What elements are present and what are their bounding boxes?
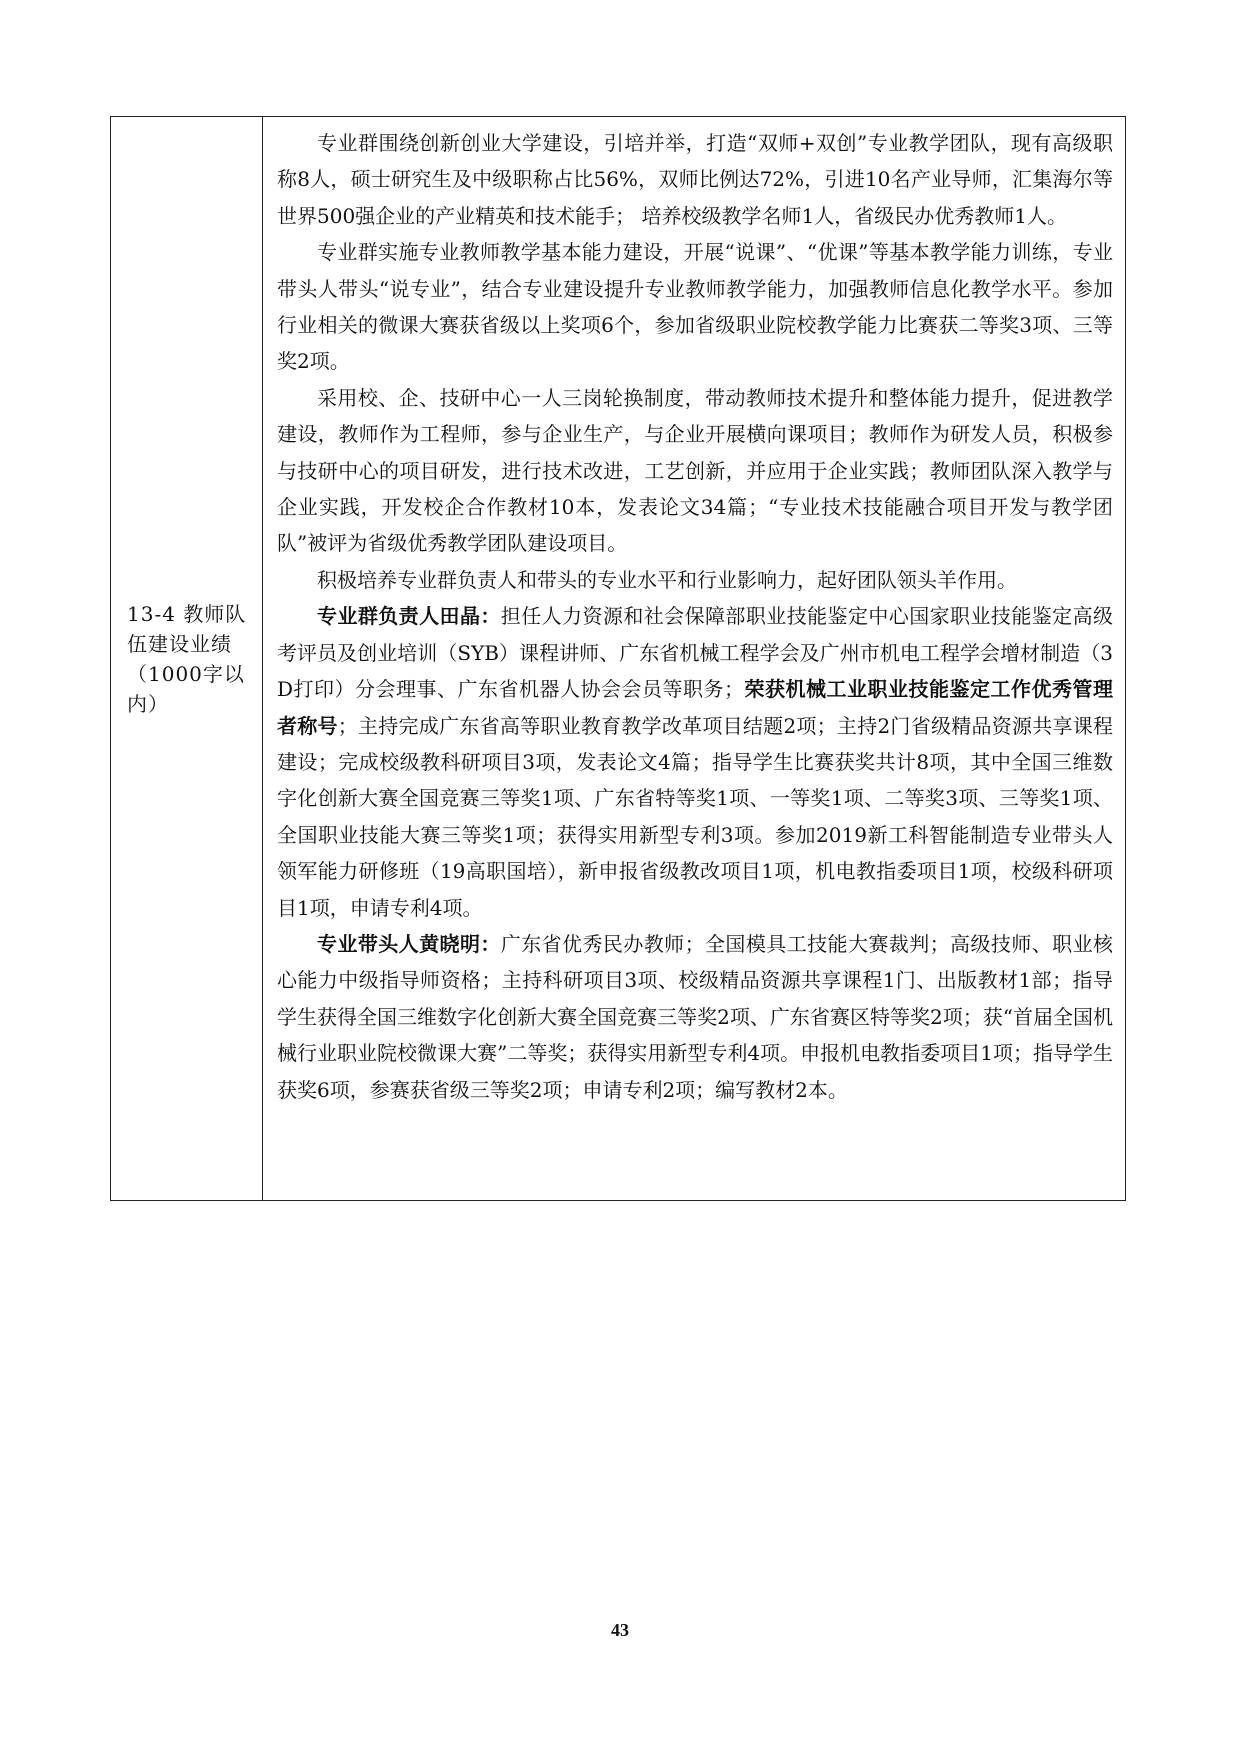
row-label: 13-4 教师队伍建设业绩（1000字以内） xyxy=(127,601,247,716)
paragraph-specialty-leader xyxy=(277,926,1113,1108)
achievement-table xyxy=(110,116,1126,1201)
paragraph-leader-cultivation: 积极培养专业群负责人和带头的专业水平和行业影响力，起好团队领头羊作用。 xyxy=(317,567,1017,592)
page-number: 43 xyxy=(611,1620,629,1640)
group-leader-text-a: 担任人力资源和社会保障部职业技能鉴定中心国家职业技能鉴定高级考评员及创业培训（SYB）课程讲师、广东省机械工程学会及广州市机电工程学会增材制造（3D打印）分会理事、广东省机器人协会会员等职务； xyxy=(277,604,1114,702)
paragraph-group-leader xyxy=(277,598,1113,926)
paragraph-team-building: 专业群围绕创新创业大学建设，引培并举，打造“双师+双创”专业教学团队，现有高级职称8人，硕士研究生及中级职称占比56%，双师比例达72%，引进10名产业导师，汇集海尔等世界500强企业的产业精英和技术能手； 培养校级教学名师1人，省级民办优秀教师1人。 xyxy=(277,131,1113,228)
group-leader-honor: 荣获机械工业职业技能鉴定工作优秀管理者称号 xyxy=(277,677,1113,738)
row-label-cell xyxy=(111,117,263,1200)
paragraph-rotation-system: 采用校、企、技研中心一人三岗轮换制度，带动教师技术提升和整体能力提升，促进教学建设，教师作为工程师，参与企业生产，与企业开展横向课项目；教师作为研发人员，积极参与技研中心的项目研发，进行技术改进，工艺创新，并应用于企业实践；教师团队深入教学与企业实践，开发校企合作教材10本，发表论文34篇；“专业技术技能融合项目开发与教学团队”被评为省级优秀教学团队建设项目。 xyxy=(277,385,1113,556)
group-leader-lead: 专业群负责人田晶： xyxy=(317,604,501,629)
paragraph-teaching-ability: 专业群实施专业教师教学基本能力建设，开展“说课”、“优课”等基本教学能力训练，专业带头人带头“说专业”，结合专业建设提升专业教师教学能力，加强教师信息化教学水平。参加行业相关的微课大赛获省级以上奖项6个，参加省级职业院校教学能力比赛获二等奖3项、三等奖2项。 xyxy=(277,240,1113,374)
specialty-leader-text: 广东省优秀民办教师；全国模具工技能大赛裁判；高级技师、职业核心能力中级指导师资格；主持科研项目3项、校级精品资源共享课程1门、出版教材1部；指导学生获得全国三维数字化创新大赛全国竞赛三等奖2项、广东省赛区特等奖2项；获“首届全国机械行业职业院校微课大赛”二等奖；获得实用新型专利4项。申报机电教指委项目1项；指导学生获奖6项，参赛获省级三等奖2项；申请专利2项；编写教材2本。 xyxy=(277,931,1114,1102)
specialty-leader-lead: 专业带头人黄晓明： xyxy=(317,931,501,956)
row-content-cell xyxy=(263,117,1125,1200)
group-leader-text-b: ；主持完成广东省高等职业教育教学改革项目结题2项；主持2门省级精品资源共享课程建设；完成校级教科研项目3项，发表论文4篇；指导学生比赛获奖共计8项，其中全国三维数字化创新大赛全国竞赛三等奖1项、广东省特等奖1项、一等奖1项、二等奖3项、三等奖1项、全国职业技能大赛三等奖1项；获得实用新型专利3项。参加2019新工科智能制造专业带头人领军能力研修班（19高职国培），新申报省级教改项目1项，机电教指委项目1项，校级科研项目1项，申请专利4项。 xyxy=(277,713,1114,920)
